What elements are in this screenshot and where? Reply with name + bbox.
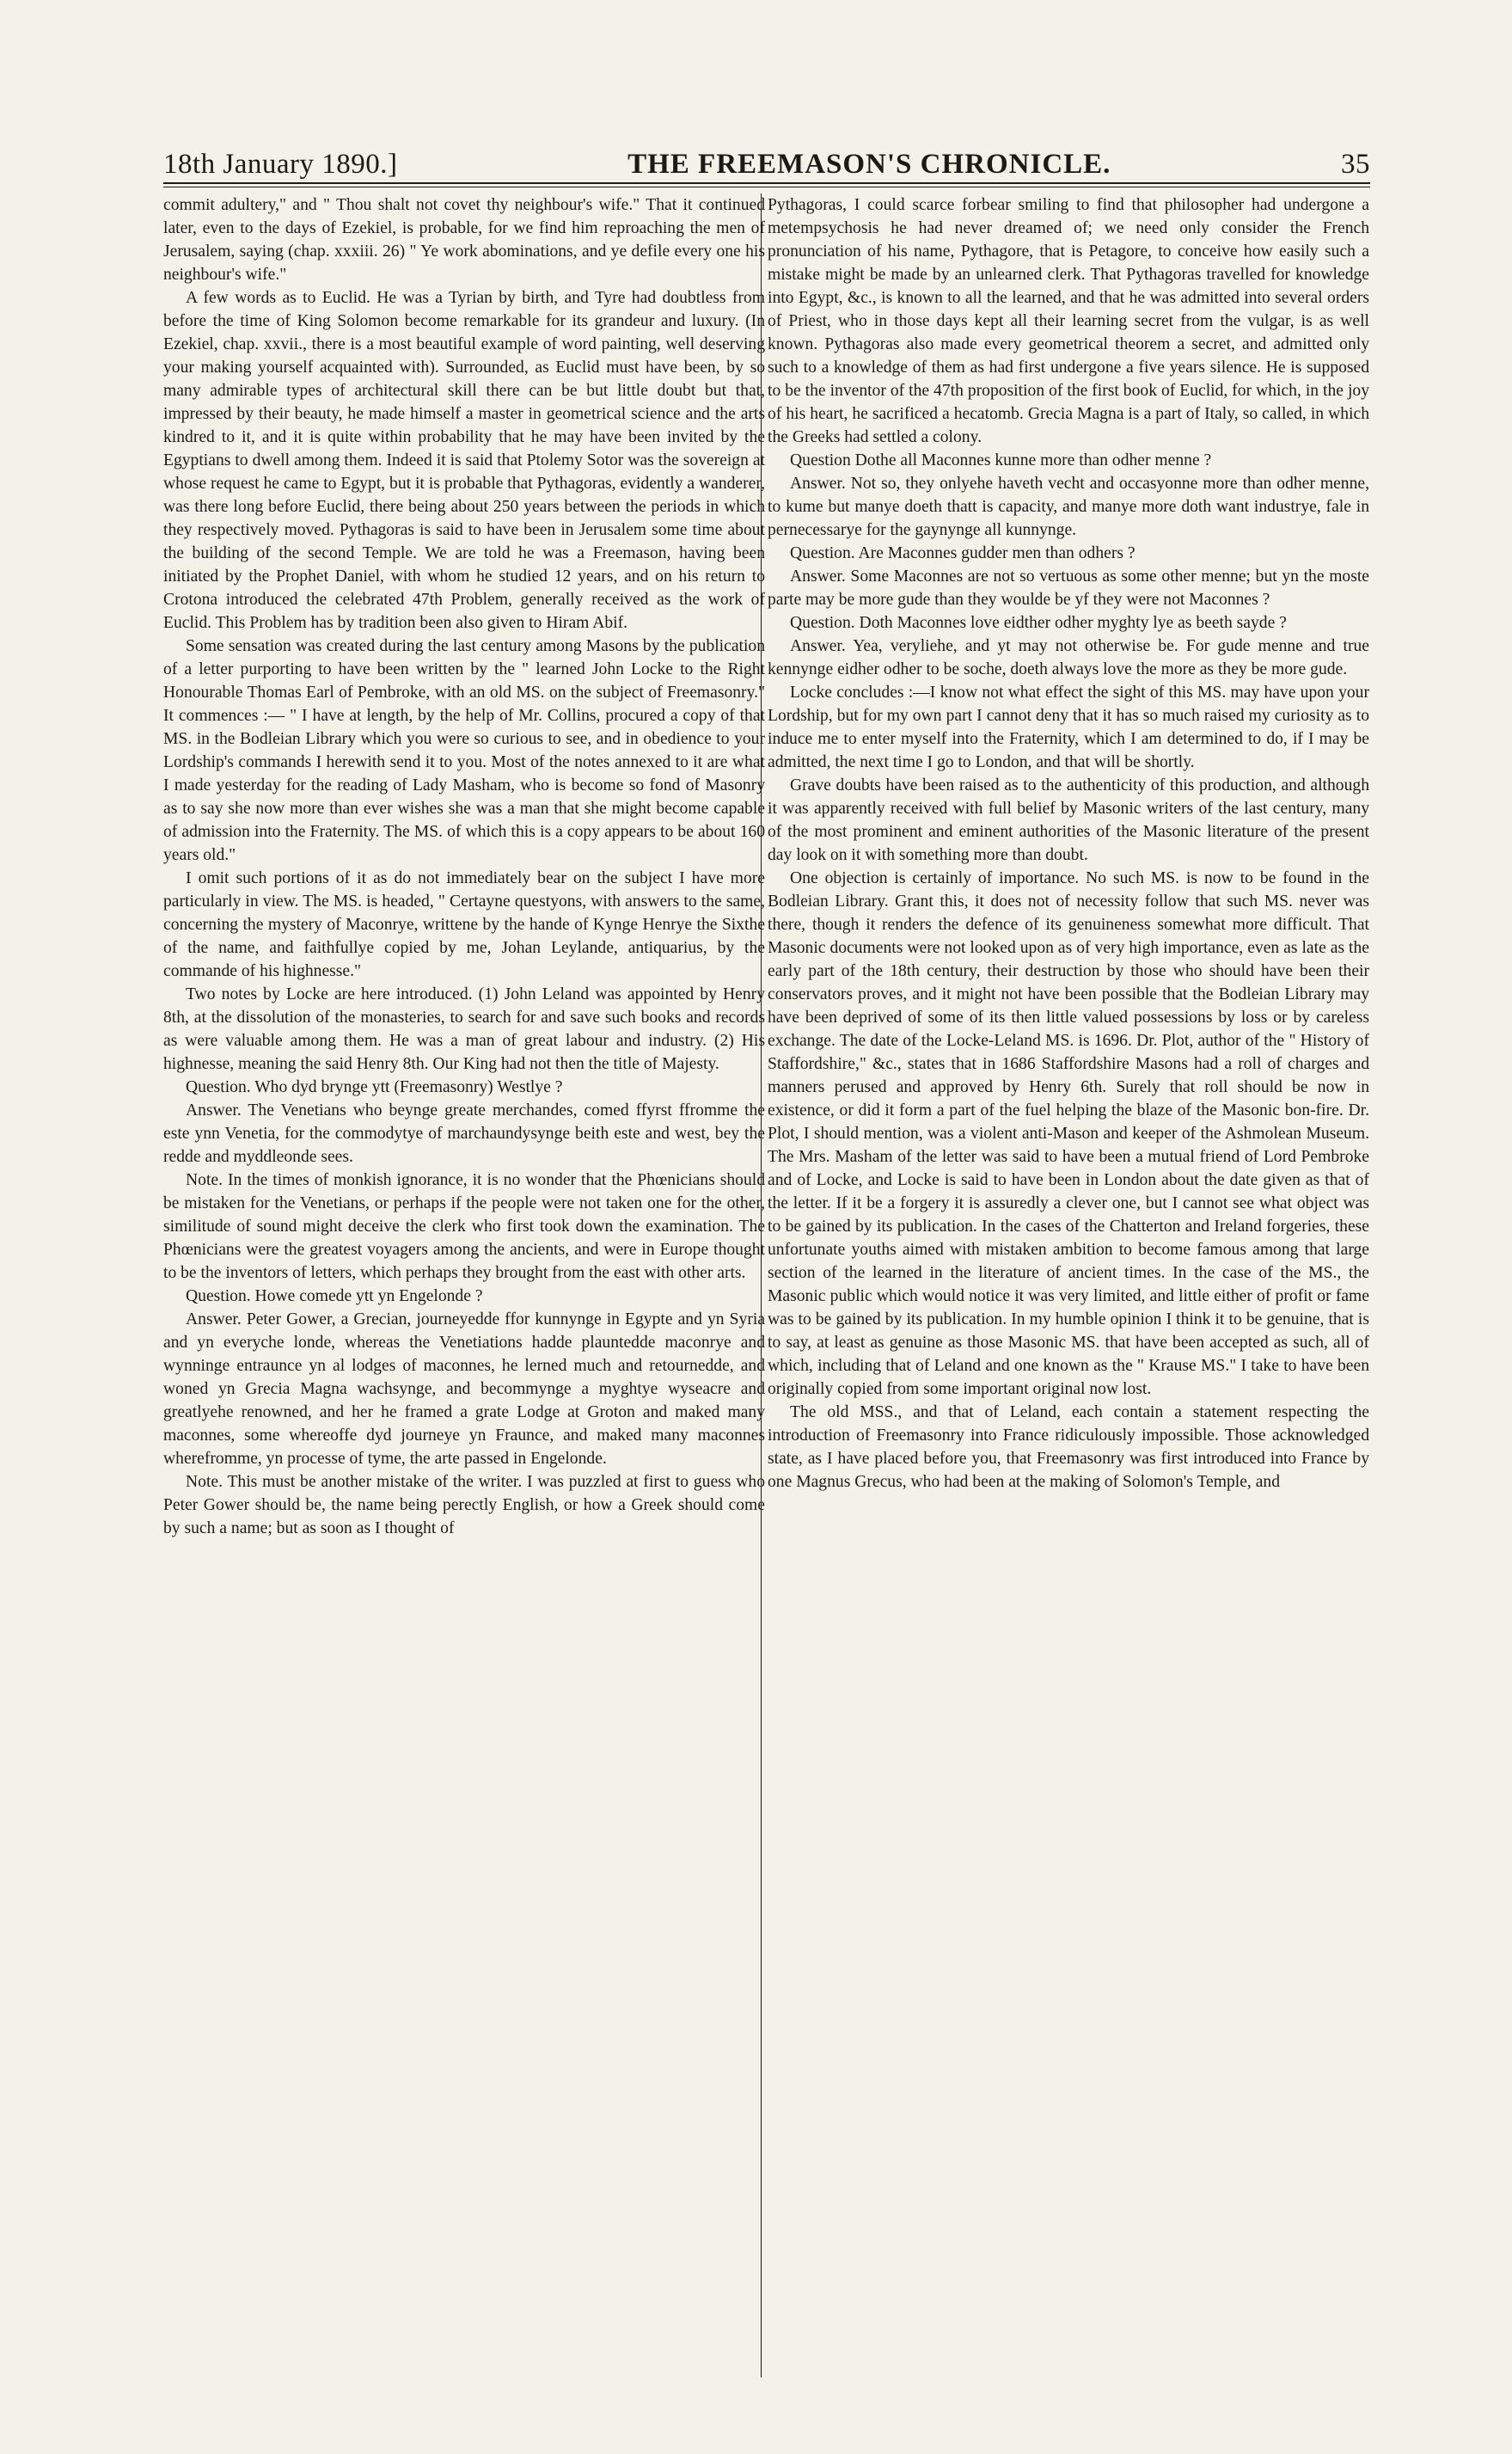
page-number: 35 xyxy=(1340,149,1370,180)
paragraph: The old MSS., and that of Leland, each contain a statement respecting the introduction of Freemasonry into France ridiculously impossible. Those acknowledged state, as I have placed before you, that Freemasonry was first introduced into France by one Magnus Grecus, who had been at the making of Solomon's Temple, and xyxy=(768,1403,1369,1491)
paragraph: Locke concludes :—I know not what effect the sight of this MS. may have upon your Lordship, but for my own part I cannot deny that it has so much raised my curiosity as to induce me to enter myself into the Fraternity, which I am determined to do, if I may be admitted, the next time I go to London, and that will be shortly. xyxy=(768,684,1369,771)
paragraph: A few words as to Euclid. He was a Tyrian by birth, and Tyre had doubtless from before the time of King Solomon become remarkable for its grandeur and luxury. (In Ezekiel, chap. xxvii., there is a most beautiful example of word painting, well deserving your making yourself acquainted with). Surrounded, as Euclid must have been, by so many admirable types of architectural skill there can be but little doubt but that, impressed by their beauty, he made himself a master in geometrical science and the arts kindred to it, and it is quite within probability that he may have been invited by the Egyptians to dwell among them. Indeed it is said that Ptolemy Sotor was the sovereign at whose request he came to Egypt, but it is probable that Pythagoras, evidently a wanderer, was there long before Euclid, there being about 250 years between the periods in which they respectively moved. Pythagoras is said to have been in Jerusalem some time about the building of the second Temple. We are told he was a Freemason, having been initiated by the Prophet Daniel, with whom he studied 12 years, and on his return to Crotona introduced the celebrated 47th Problem, generally received as the work of Euclid. This Problem has by tradition been also given to Hiram Abif. xyxy=(163,289,765,632)
issue-date: 18th January 1890.] xyxy=(163,149,398,180)
paragraph: commit adultery," and " Thou shalt not covet thy neighbour's wife." That it continued later, even to the days of Ezekiel, is probable, for we find him reproaching the men of Jerusalem, saying (chap. xxxiii. 26) " Ye work abominations, and ye defile every one his neighbour's wife." xyxy=(163,196,765,284)
paragraph: I omit such portions of it as do not immediately bear on the subject I have more particularly in view. The MS. is headed, " Certayne questyons, with answers to the same, concerning the mystery of Maconrye, writtene by the hande of Kynge Henrye the Sixthe of the name, and faithfullye copied by me, Johan Leylande, antiquarius, by the commande of his highnesse." xyxy=(163,869,765,980)
paragraph: Note. This must be another mistake of the writer. I was puzzled at first to guess who Peter Gower should be, the name being perectly English, or how a Greek should come by such a name; but as soon as I thought of xyxy=(163,1473,765,1537)
paragraph: Some sensation was created during the last century among Masons by the publication of a letter purporting to have been written by the " learned John Locke to the Right Honourable Thomas Earl of Pembroke, with an old MS. on the subject of Freemasonry." It commences :— " I have at length, by the help of Mr. Collins, procured a copy of that MS. in the Bodleian Library which you were so curious to see, and in obedience to your Lordship's commands I herewith send it to you. Most of the notes annexed to it are what I made yesterday for the reading of Lady Masham, who is become so fond of Masonry as to say she now more than ever wishes she was a man that she might become capable of admission into the Fraternity. The MS. of which this is a copy appears to be about 160 years old." xyxy=(163,637,765,864)
right-column xyxy=(768,193,1369,2377)
header-rule xyxy=(163,182,1370,187)
paragraph: Question. Are Maconnes gudder men than odhers ? xyxy=(790,544,1136,562)
paragraph: Answer. Some Maconnes are not so vertuous as some other menne; but yn the moste parte may be more gude than they woulde be yf they were not Maconnes ? xyxy=(768,567,1369,609)
publication-title: THE FREEMASON'S CHRONICLE. xyxy=(627,149,1111,180)
paragraph: One objection is certainly of importance. No such MS. is now to be found in the Bodleian Library. Grant this, it does not of necessity follow that such MS. never was there, though it renders the defence of its genuineness somewhat more difficult. That Masonic documents were not looked upon as of very high importance, even as late as the early part of the 18th century, their destruction by those who should have been their conservators proves, and it might not have been possible that the Bodleian Library may have been deprived of some of its then little valued possessions by loss or by careless exchange. The date of the Locke-Leland MS. is 1696. Dr. Plot, author of the " History of Staffordshire," &c., states that in 1686 Staffordshire Masons had a roll of charges and manners perused and approved by Henry 6th. Surely that roll should be now in existence, or did it form a part of the fuel helping the blaze of the Masonic bon-fire. Dr. Plot, I should mention, was a violent anti-Mason and keeper of the Ashmolean Museum. The Mrs. Masham of the letter was said to have been a mutual friend of Lord Pembroke and of Locke, and Locke is said to have been in London about the date given as that of the letter. If it be a forgery it is assuredly a clever one, but I cannot see what object was to be gained by its publication. In the cases of the Chatterton and Ireland forgeries, these unfortunate youths aimed with mistaken ambition to become famous among that large section of the learned in the literature of ancient times. In the case of the MS., the Masonic public which would notice it was very limited, and little either of profit or fame was to be gained by its publication. In my humble opinion I think it to be genuine, that is to say, at least as genuine as those Masonic MS. that have been accepted as such, all of which, including that of Leland and one known as the " Krause MS." I take to have been originally copied from some important original now lost. xyxy=(768,869,1369,1398)
paragraph: Answer. The Venetians who beynge greate merchandes, comed ffyrst ffromme the este ynn Venetia, for the commodytye of marchaundysynge beith este and west, bey the redde and myddleonde sees. xyxy=(163,1101,765,1166)
left-column xyxy=(163,193,765,2377)
paragraph: Question Dothe all Maconnes kunne more than odher menne ? xyxy=(790,451,1212,469)
paragraph: Note. In the times of monkish ignorance, it is no wonder that the Phœnicians should be mistaken for the Venetians, or perhaps if the people were not taken one for the other, similitude of sound might deceive the clerk who first took down the examination. The Phœnicians were the greatest voyagers among the ancients, and were in Europe thought to be the inventors of letters, which perhaps they brought from the east with other arts. xyxy=(163,1171,765,1282)
paragraph: Answer. Peter Gower, a Grecian, journeyedde ffor kunnynge in Egypte and yn Syria and yn everyche londe, whereas the Venetiations hadde plauntedde maconrye and wynninge entraunce yn al lodges of maconnes, he lerned much and retournedde, and woned yn Grecia Magna wachsynge, and becommynge a myghtye wyseacre and greatlyehe renowned, and her he framed a grate Lodge at Groton and maked many maconnes, some whereoffe dyd journeye yn Fraunce, and maked many maconnes wherefromme, yn processe of tyme, the arte passed in Engelonde. xyxy=(163,1310,765,1468)
paragraph: Answer. Yea, veryliehe, and yt may not otherwise be. For gude menne and true kennynge eidher odher to be soche, doeth always love the more as they be more gude. xyxy=(768,637,1369,678)
paragraph: Pythagoras, I could scarce forbear smiling to find that philosopher had undergone a metempsychosis he had never dreamed of; we need only consider the French pronunciation of his name, Pythagore, that is Petagore, to conceive how easily such a mistake might be made by an unlearned clerk. That Pythagoras travelled for knowledge into Egypt, &c., is known to all the learned, and that he was admitted into several orders of Priest, who in those days kept all their learning secret from the vulgar, is as well known. Pythagoras also made every geometrical theorem a secret, and admitted only such to a knowledge of them as had first undergone a five years silence. He is supposed to be the inventor of the 47th proposition of the first book of Euclid, for which, in the joy of his heart, he sacrificed a hecatomb. Grecia Magna is a part of Italy, so called, in which the Greeks had settled a colony. xyxy=(768,196,1369,446)
paragraph: Two notes by Locke are here introduced. (1) John Leland was appointed by Henry 8th, at the dissolution of the monasteries, to search for and save such books and records as were valuable among them. He was a man of great labour and industry. (2) His highnesse, meaning the said Henry 8th. Our King had not then the title of Majesty. xyxy=(163,985,765,1073)
paragraph: Answer. Not so, they onlyehe haveth vecht and occasyonne more than odher menne, to kume but manye doeth thatt is capacity, and manye more doth want industrye, fale in pernecessarye for the gaynynge all kunnynge. xyxy=(768,475,1369,539)
paragraph: Question. Howe comede ytt yn Engelonde ? xyxy=(186,1287,483,1305)
masthead xyxy=(163,127,1370,181)
paragraph: Question. Doth Maconnes love eidther odher myghty lye as beeth sayde ? xyxy=(790,614,1287,632)
column-divider xyxy=(761,193,762,2377)
paragraph: Question. Who dyd brynge ytt (Freemasonry) Westlye ? xyxy=(186,1078,563,1096)
paragraph: Grave doubts have been raised as to the authenticity of this production, and although it was apparently received with full belief by Masonic writers of the last century, many of the most prominent and eminent authorities of the Masonic literature of the present day look on it with something more than doubt. xyxy=(768,776,1369,864)
